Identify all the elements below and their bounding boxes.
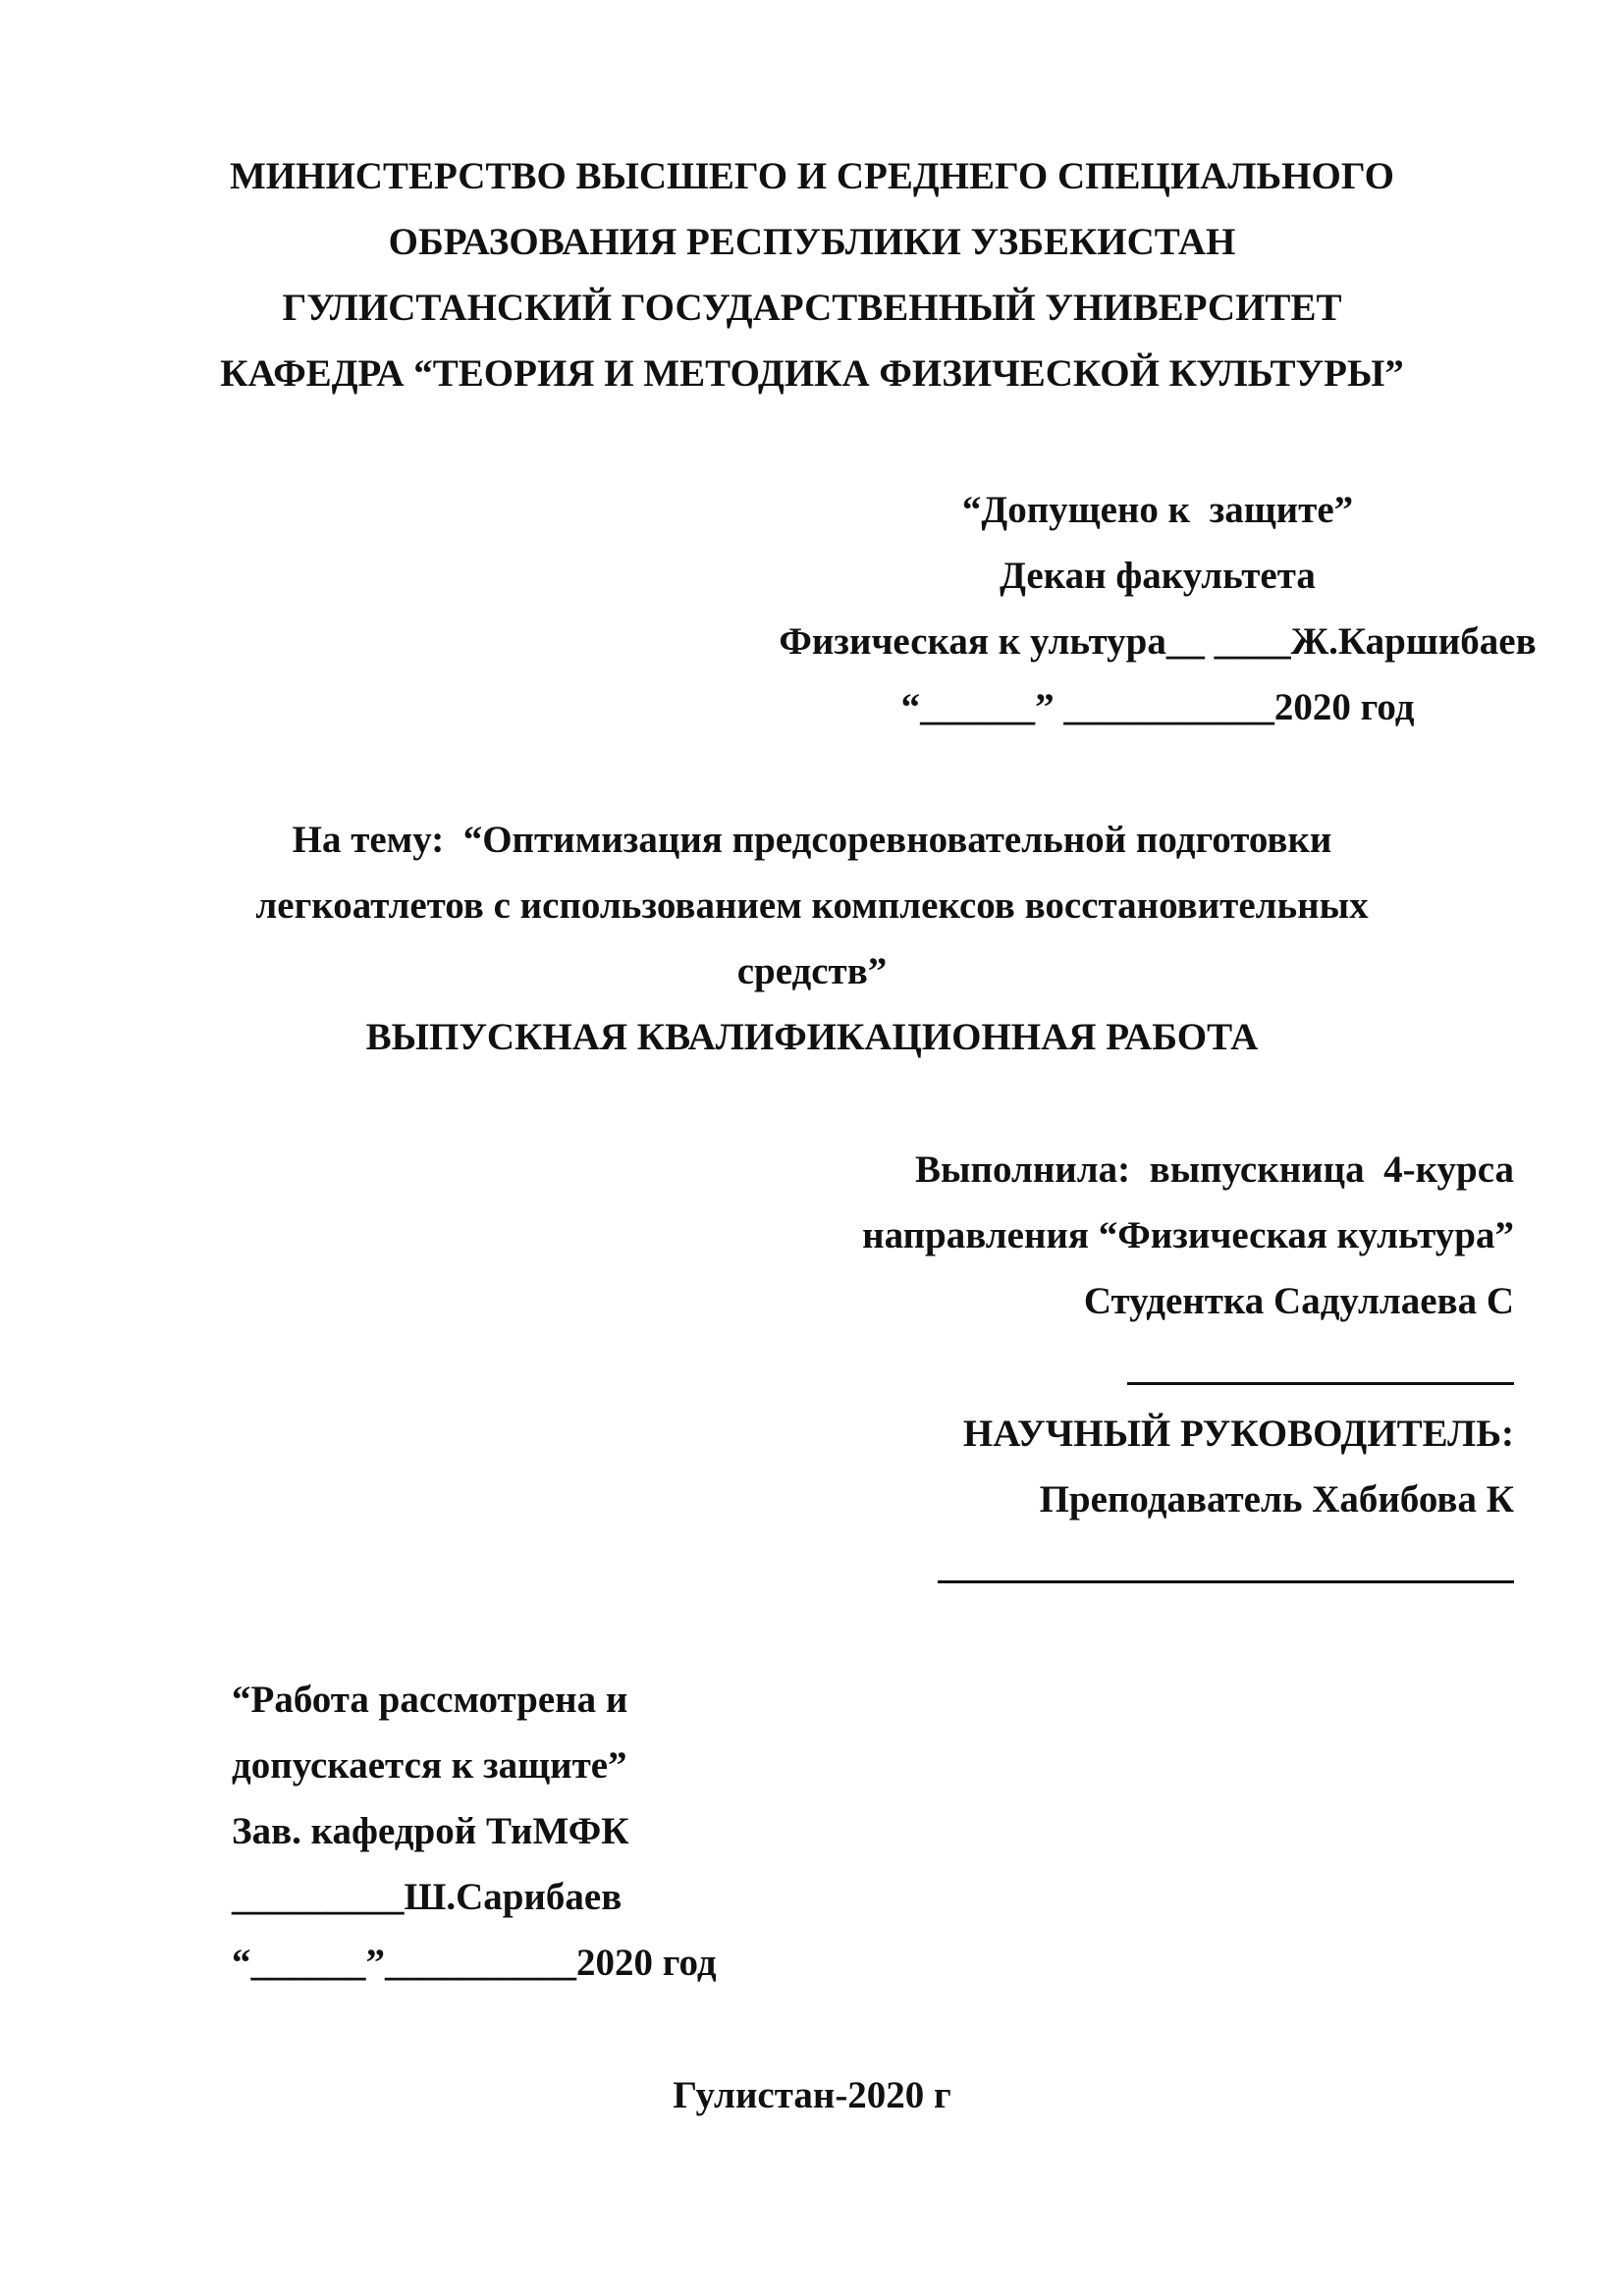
approval-date-line: “______” ___________2020 год <box>900 686 1415 728</box>
department-name: КАФЕДРА “ТЕОРИЯ И МЕТОДИКА ФИЗИЧЕСКОЙ КУЛЬТУРЫ” <box>220 352 1404 395</box>
student-signature-rule <box>1127 1382 1514 1385</box>
dept-head-signature-line: _________Ш.Сарибаев <box>232 1876 623 1918</box>
supervisor-heading: НАУЧНЫЙ РУКОВОДИТЕЛЬ: <box>962 1413 1514 1455</box>
student-name: Студентка Садуллаева С <box>1083 1280 1514 1322</box>
dean-title: Декан факультета <box>1000 555 1316 597</box>
supervisor-signature-rule <box>938 1580 1514 1583</box>
ministry-line-1: МИНИСТЕРСТВО ВЫСШЕГО И СРЕДНЕГО СПЕЦИАЛЬНОГО <box>229 155 1395 197</box>
supervisor-name: Преподаватель Хабибова К <box>1039 1478 1514 1521</box>
university-name: ГУЛИСТАНСКИЙ ГОСУДАРСТВЕННЫЙ УНИВЕРСИТЕТ <box>282 287 1342 329</box>
dept-approval-line-2: допускается к защите” <box>232 1744 627 1787</box>
author-line-2: направления “Физическая культура” <box>862 1214 1514 1256</box>
author-line-1: Выполнила: выпускница 4-курса <box>915 1148 1514 1191</box>
topic-line-2: легкоатлетов с использованием комплексов восстановительных <box>255 884 1369 927</box>
approval-quote: “Допущено к защите” <box>961 489 1354 531</box>
dept-approval-line-1: “Работа рассмотрена и <box>232 1679 628 1721</box>
dept-approval-date-line: “______”__________2020 год <box>232 1942 717 1984</box>
topic-line-1: На тему: “Оптимизация предсоревновательной подготовки <box>292 819 1332 861</box>
topic-line-3: средств” <box>736 950 888 992</box>
city-year: Гулистан-2020 г <box>673 2074 951 2116</box>
ministry-line-2: ОБРАЗОВАНИЯ РЕСПУБЛИКИ УЗБЕКИСТАН <box>388 221 1236 263</box>
work-type-title: ВЫПУСКНАЯ КВАЛИФИКАЦИОННАЯ РАБОТА <box>365 1016 1259 1058</box>
dept-head-title: Зав. кафедрой ТиМФК <box>232 1810 629 1852</box>
dean-signature-line: Физическая к ультура__ ____Ж.Каршибаев <box>779 620 1537 663</box>
